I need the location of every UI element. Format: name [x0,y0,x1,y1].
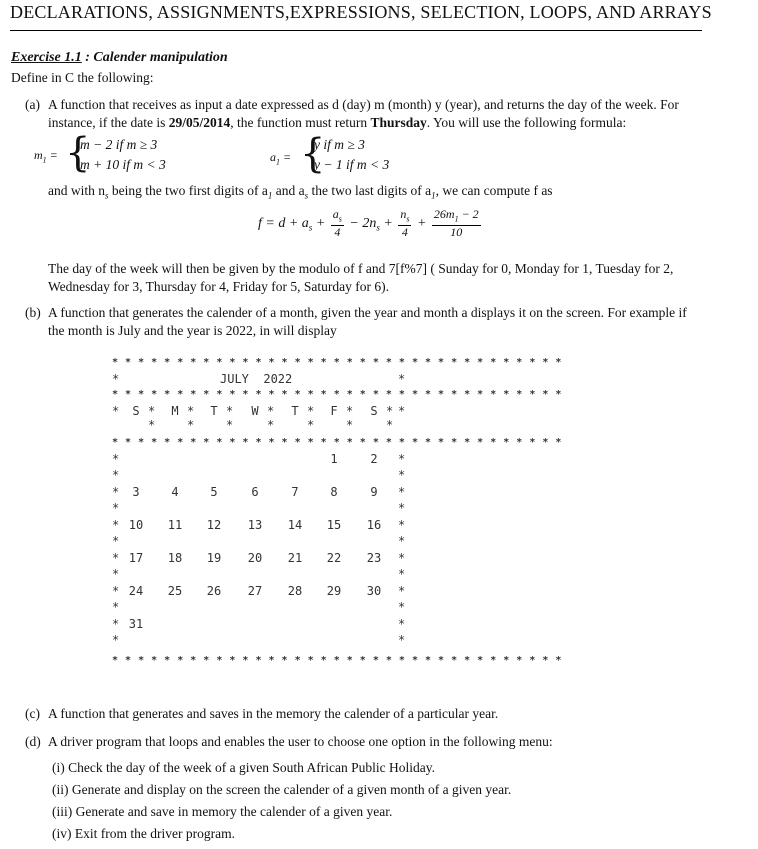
calendar-day: 23 [366,551,382,565]
part-d-text: A driver program that loops and enables the user to choose one option in the following menu: [48,734,553,749]
star-side: * [398,534,406,548]
exercise-title [11,50,228,66]
star-border-mid2: * * * * * * * * * * * * * * * * * * * * * * * * * * * * * * * * * * * [112,437,562,448]
calendar-day: 6 [251,485,259,499]
star-side-row: * [398,372,406,386]
star-side: * [398,633,406,647]
part-a-line2-mid: , the function must return [230,115,371,130]
exercise-subtitle: : Calender manipulation [85,50,228,65]
star-sep: * [386,418,394,432]
m1-case2: m + 10 if m < 3 [80,157,166,172]
day-header-3: W [251,404,259,418]
star-side: * [398,600,406,614]
star-side: * [112,468,120,482]
calendar-day: 9 [370,485,378,499]
calendar-day: 8 [330,485,338,499]
day-header-6: S [370,404,378,418]
star-side: * [398,404,406,418]
star-side: * [112,452,120,466]
star-sep: * [346,418,354,432]
day-header-1: M [171,404,179,418]
star-side: * [112,584,120,598]
star-sep: * [226,418,234,432]
star-sep: * [267,418,275,432]
star-side: * [112,600,120,614]
star-side: * [112,551,120,565]
star-side: * [112,534,120,548]
exercise-label: Exercise 1.1 [11,50,82,65]
weeks-grid [112,452,412,662]
calendar-day: 14 [287,518,303,532]
star-border-top: * * * * * * * * * * * * * * * * * * * * * * * * * * * * * * * * * * * [112,357,562,368]
star-sep: * [148,404,156,418]
calendar-day: 31 [128,617,144,631]
menu-item: (iii) Generate and save in memory the calender of a given year. [52,804,393,819]
m1-brace: { [65,130,91,176]
star-sep: * [187,418,195,432]
star-sep: * [148,418,156,432]
a1-symbol: $a_1$ = [270,150,292,167]
calendar-day: 22 [326,551,342,565]
and-with-b: being the two first digits of a [108,183,268,198]
calendar-day: 28 [287,584,303,598]
calendar-day: 20 [247,551,263,565]
calendar-day: 26 [206,584,222,598]
part-a-line2-post: . You will use the following formula: [426,115,627,130]
star-side: * [112,567,120,581]
menu-item: (ii) Generate and display on the screen the calender of a given month of a given year. [52,782,512,797]
result-line2: Wednesday for 3, Thursday for 4, Friday for 5, Saturday for 6). [48,279,389,294]
star-sep: * [307,418,315,432]
m1-case1: m − 2 if m ≥ 3 [80,137,158,152]
star-side: * [398,452,406,466]
calendar-day: 16 [366,518,382,532]
chapter-header: DECLARATIONS, ASSIGNMENTS,EXPRESSIONS, SELECTION, LOOPS, AND ARRAYS [10,2,712,22]
f-formula: $f = d + a_s$ + $\frac{a_s}{4}$ − $2n_s$ + $\frac{n_s}{4}$ + $\frac{26m_1 - 2}{10}$ [258,207,479,240]
part-a-line2 [48,114,708,132]
star-sep: * [307,404,315,418]
calendar-heading: JULY 2022 [220,372,293,386]
star-side: * [398,617,406,631]
star-side: * [112,633,120,647]
calendar-day: 11 [167,518,183,532]
calendar-day: 18 [167,551,183,565]
result-line1: The day of the week will then be given by the modulo of f and 7[f%7] ( Sunday for 0, Monday for 1, Tuesday for 2, [48,261,674,276]
and-with-a: and with n [48,183,105,198]
part-a-line1: A function that receives as input a date expressed as d (day) m (month) y (year), and returns the day of the week. For [48,97,679,112]
calendar-day: 1 [330,452,338,466]
and-with-e: , we can compute f as [435,183,553,198]
calendar-day: 19 [206,551,222,565]
star-sep: * [187,404,195,418]
calendar-day: 21 [287,551,303,565]
menu-item: (i) Check the day of the week of a given South African Public Holiday. [52,760,436,775]
a1-case2: y − 1 if m < 3 [314,157,390,172]
define-text: Define in C the following: [11,70,154,85]
star-side: * [398,468,406,482]
calendar-day: 25 [167,584,183,598]
day-header-0: S [132,404,140,418]
part-b-line2: the month is July and the year is 2022, in will display [48,323,337,338]
a1-case1: y if m ≥ 3 [314,137,365,152]
header-rule [10,30,702,31]
star-side: * [398,567,406,581]
example-day: Thursday [370,115,427,130]
star-sep: * [267,404,275,418]
calendar-day: 5 [210,485,218,499]
calendar-day: 27 [247,584,263,598]
calendar-day: 24 [128,584,144,598]
calendar-day: 4 [171,485,179,499]
calendar-day: 17 [128,551,144,565]
calendar-day: 10 [128,518,144,532]
day-header-2: T [210,404,218,418]
m1-symbol: $m_1$ = [34,148,58,165]
star-side: * [398,501,406,515]
calendar-day: 13 [247,518,263,532]
star-side: * [398,551,406,565]
calendar-day: 7 [291,485,299,499]
calendar-day: 30 [366,584,382,598]
star-side: * [112,404,120,418]
star-side: * [112,518,120,532]
star-border-mid: * * * * * * * * * * * * * * * * * * * * * * * * * * * * * * * * * * * [112,389,562,400]
star-side: * [112,617,120,631]
star-side: * [398,584,406,598]
star-side: * [112,485,120,499]
example-date: 29/05/2014 [168,115,231,130]
star-side: * [112,501,120,515]
star-border-bottom: * * * * * * * * * * * * * * * * * * * * * * * * * * * * * * * * * * * [112,655,562,666]
part-b-marker: (b) [25,305,41,320]
calendar-day: 29 [326,584,342,598]
calendar-day: 3 [132,485,140,499]
calendar-day: 2 [370,452,378,466]
part-a-line2-pre: instance, if the date is [48,115,169,130]
day-header-5: F [330,404,338,418]
menu-item: (iv) Exit from the driver program. [52,826,235,841]
star-side-row: * [112,372,120,386]
and-with-d: the two last digits of a [308,183,432,198]
part-c-text: A function that generates and saves in the memory the calender of a particular year. [48,706,499,721]
star-side: * [398,518,406,532]
a1-brace: { [300,131,326,177]
part-c-marker: (c) [25,706,40,721]
star-side: * [398,485,406,499]
star-sep: * [386,404,394,418]
calendar-day: 15 [326,518,342,532]
part-b-line1: A function that generates the calender of a month, given the year and month a displays it on the screen. For example if [48,305,687,320]
part-d-marker: (d) [25,734,41,749]
star-sep: * [346,404,354,418]
part-a-marker: (a) [25,97,40,112]
and-with-c: and a [272,183,305,198]
calendar-day: 12 [206,518,222,532]
star-sep: * [226,404,234,418]
day-header-row [112,404,412,432]
day-header-4: T [291,404,299,418]
and-with-text: and with $n_s$ being the two first digits of $a_1$ and $a_s$ the two last digits of $a_1$, we can compute f as [48,183,553,201]
